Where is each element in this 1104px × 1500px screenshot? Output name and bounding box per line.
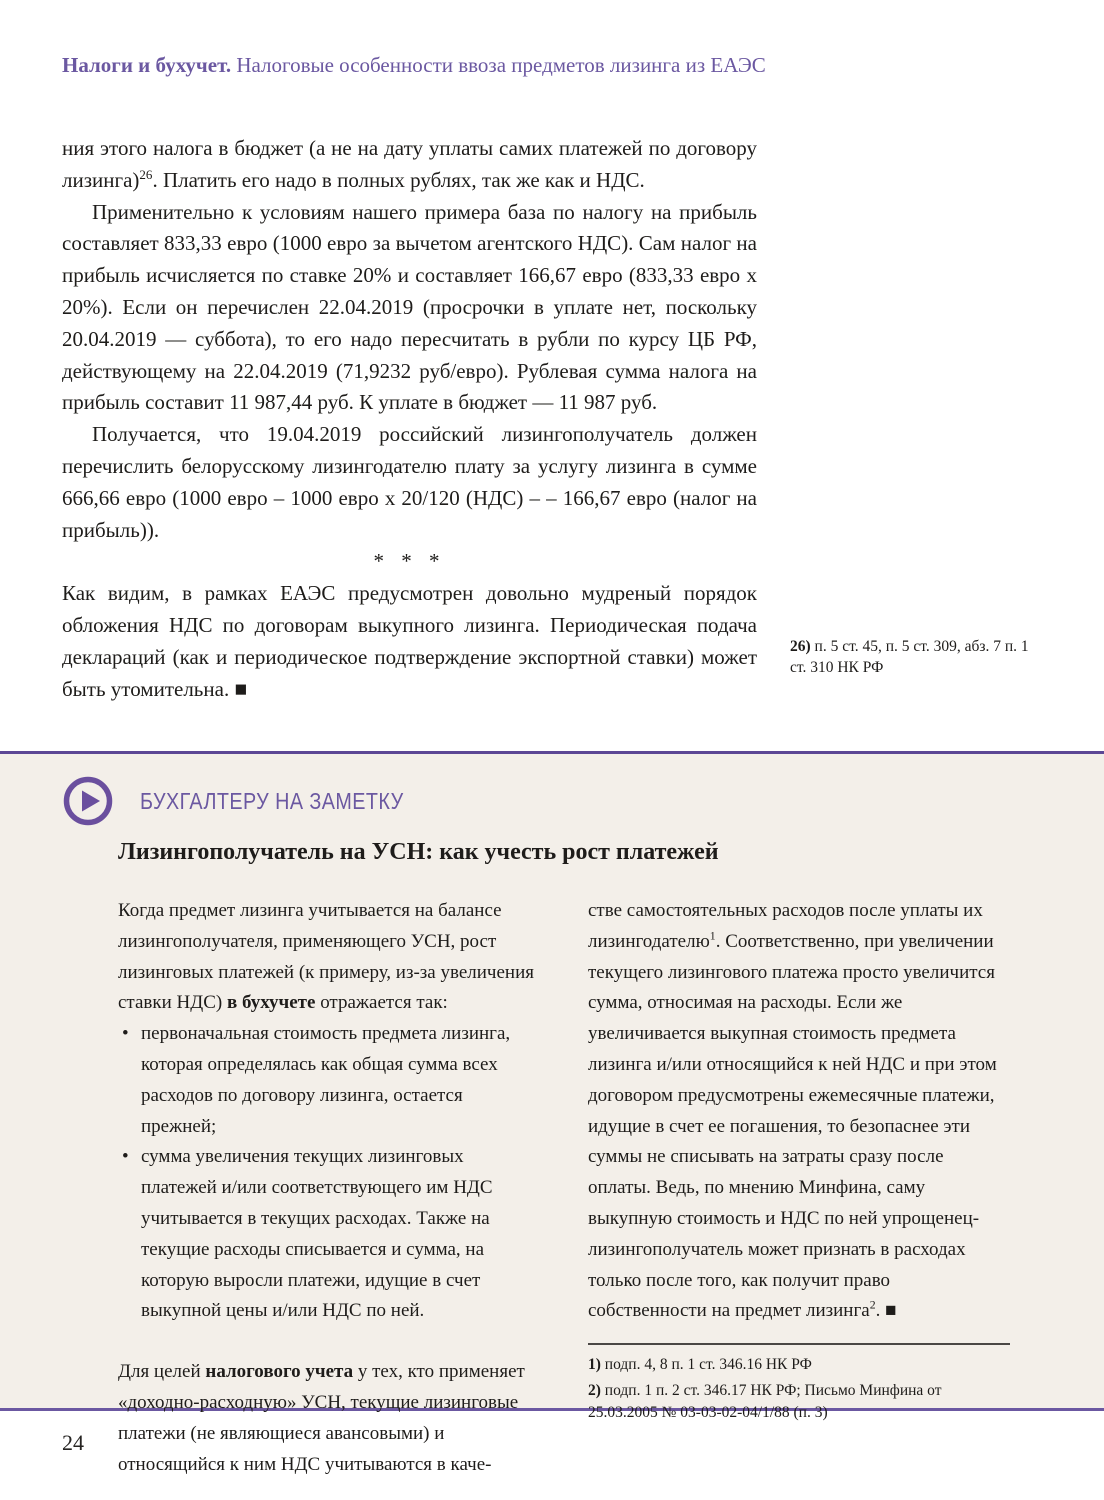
play-icon <box>62 775 114 827</box>
article-paragraph: Как видим, в рамках ЕАЭС предусмотрен довольно мудреный порядок обложения НДС по договорам выкупного лизинга. Периодическая подача деклараций (как и периодическое подтверждение экспортной ставки) может быть утомительна. ■ <box>62 581 757 701</box>
note-kicker-row <box>62 775 447 827</box>
footnote-marker: 26) <box>790 638 811 655</box>
note-bullet-item: • сумма увеличения текущих лизинговых платежей и/или соответствующего им НДС учитывается в текущих расходах. Также на текущие расходы списывается и сумма, на которую выросли платежи, идущие в счет выкупной цены и/или НДС по ней. <box>118 1142 540 1327</box>
running-head-section: Налоги и бухучет. <box>62 53 232 77</box>
footnote-text: подп. 4, 8 п. 1 ст. 346.16 НК РФ <box>600 1356 812 1374</box>
article-paragraph: Применительно к условиям нашего примера база по налогу на прибыль составляет 833,33 евро (1000 евро за вычетом агентского НДС). Сам налог на прибыль исчисляется по ставке 20% и составляет 166,67 евро (833,33 евро х 20%). Если он перечислен 22.04.2019 (просрочки в уплате нет, поскольку 20.04.2019 — суббота), то его надо пересчитать в рубли по курсу ЦБ РФ, действующему на 22.04.2019 (71,9232 руб/евро). Рублевая сумма налога на прибыль составит 11 987,44 руб. К уплате в бюджет — 11 987 руб. <box>62 199 757 415</box>
footnote-ref-26: 26 <box>139 166 153 182</box>
note-title: Лизингополучатель на УСН: как учесть рост платежей <box>118 839 719 865</box>
article-body <box>62 133 757 705</box>
footnote-ref-2: 2 <box>869 1299 876 1313</box>
running-head-article-title: Налоговые особенности ввоза предметов лизинга из ЕАЭС <box>236 53 766 77</box>
article-paragraph: ния этого налога в бюджет (а не на дату уплаты самих платежей по договору лизинга)$^{26}$. Платить его надо в полных рублях, так же как и НДС. <box>62 136 757 192</box>
note-footnote <box>588 1380 1010 1424</box>
note-bullet-list <box>118 1019 540 1327</box>
page-number: 24 <box>62 1430 84 1455</box>
footnote-text: подп. 1 п. 2 ст. 346.17 НК РФ; Письмо Минфина от 25.03.2005 № 03-03-02-04/1/88 (п. 3) <box>588 1382 942 1422</box>
footnote-ref-1: 1 <box>709 929 716 943</box>
article-paragraph: Получается, что 19.04.2019 российский лизингополучатель должен перечислить белорусскому лизингодателю плату за услугу лизинга в сумме 666,66 евро (1000 евро – 1000 евро х 20/120 (НДС) – – 166,67 евро (налог на прибыль)). <box>62 422 757 542</box>
note-footnotes <box>588 1343 1010 1424</box>
note-left-column <box>118 896 540 1480</box>
inline-emphasis: в бухучете <box>226 992 316 1014</box>
note-paragraph: Когда предмет лизинга учитывается на балансе лизингополучателя, применяющего УСН, рост лизинговых платежей (к примеру, из-за увеличения ставки НДС) в бухучете отражается так: <box>118 900 534 1014</box>
note-columns <box>118 896 1010 1480</box>
note-paragraph: стве самостоятельных расходов после уплаты их лизингодателю$^1$. Соответственно, при увеличении текущего лизингового платежа просто увеличится сумма, относимая на расходы. Если же увеличивается выкупная стоимость предмета лизинга и/или относящийся к ней НДС и при этом договором предусмотрены ежемесячные платежи, идущие в счет ее погашения, то безопаснее эти суммы не списывать на затраты сразу после оплаты. Ведь, по мнению Минфина, саму выкупную стоимость и НДС по ней упрощенец-лизингополучатель может признать в расходах только после того, как получит право собственности на предмет лизинга$^2$. ■ <box>588 900 997 1322</box>
footnote-text: п. 5 ст. 45, п. 5 ст. 309, абз. 7 п. 1 ст. 310 НК РФ <box>790 638 1029 676</box>
note-footnote <box>588 1354 1010 1376</box>
footnote-marker: 1) <box>588 1356 601 1374</box>
note-right-column <box>588 896 1010 1480</box>
note-paragraph: Для целей налогового учета у тех, кто применяет «доходно-расходную» УСН, текущие лизинговые платежи (не являющиеся авансовыми) и относящийся к ним НДС учитываются в каче- <box>118 1361 525 1475</box>
note-kicker-label: БУХГАЛТЕРУ НА ЗАМЕТКУ <box>140 787 404 814</box>
inline-emphasis: налогового учета <box>205 1361 354 1383</box>
running-head <box>62 52 1062 78</box>
section-separator: * * * <box>373 549 446 574</box>
margin-footnote-26 <box>790 636 1040 678</box>
footnote-marker: 2) <box>588 1382 601 1400</box>
note-bullet-item: • первоначальная стоимость предмета лизинга, которая определялась как общая сумма всех расходов по договору лизинга, остается прежней; <box>118 1019 540 1142</box>
